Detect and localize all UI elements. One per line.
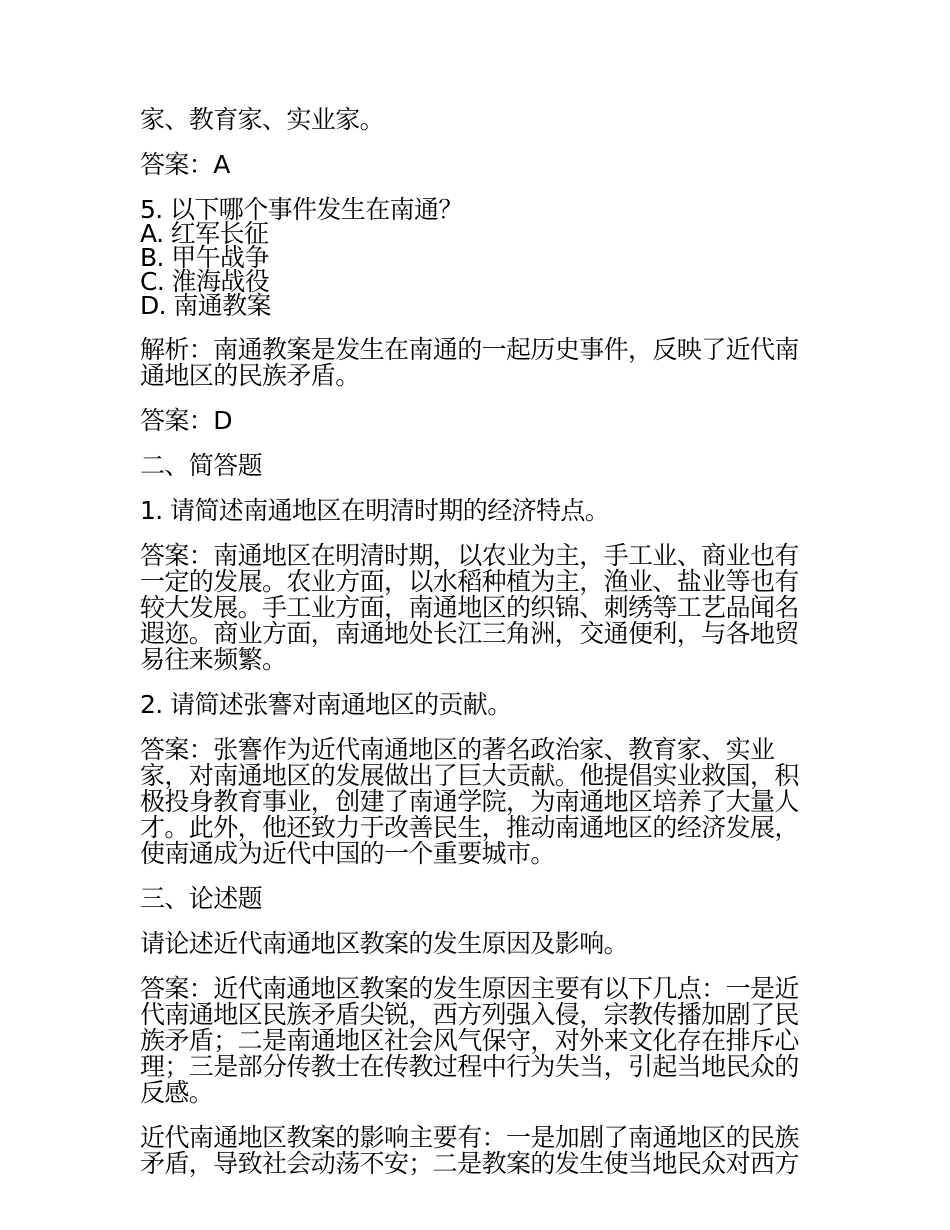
option-c: C. 淮海战役 (140, 267, 270, 296)
short-answer-answer-1: 答案：南通地区在明清时期，以农业为主，手工业、商业也有一定的发展。农业方面，以水稻种植为主，渔业、盐业等也有较大发展。手工业方面，南通地区的织锦、刺绣等工艺品闻名遐迩。商业方面，南通地处长江三角洲，交通便利，与各地贸易往来频繁。 (140, 541, 799, 674)
section-heading-short-answer: 二、简答题 (140, 451, 263, 480)
analysis-q5: 解析：南通教案是发生在南通的一起历史事件，反映了近代南通地区的民族矛盾。 (140, 335, 799, 390)
question-5-text: 5. 以下哪个事件发生在南通？ (140, 195, 463, 224)
option-b: B. 甲午战争 (140, 243, 269, 272)
short-answer-question-1: 1. 请简述南通地区在明清时期的经济特点。 (140, 496, 610, 525)
short-answer-question-2: 2. 请简述张謇对南通地区的贡献。 (140, 690, 512, 719)
essay-answer-paragraph-2: 近代南通地区教案的影响主要有：一是加剧了南通地区的民族矛盾，导致社会动荡不安；二是教案的发生使当地民众对西方 (140, 1123, 799, 1178)
short-answer-answer-2: 答案：张謇作为近代南通地区的著名政治家、教育家、实业家，对南通地区的发展做出了巨大贡献。他提倡实业救国，积极投身教育事业，创建了南通学院，为南通地区培养了大量人才。此外，他还致力于改善民生，推动南通地区的经济发展，使南通成为近代中国的一个重要城市。 (140, 735, 799, 868)
option-a: A. 红军长征 (140, 219, 269, 248)
section-heading-essay: 三、论述题 (140, 884, 263, 913)
answer-q4: 答案：A (140, 150, 230, 179)
document-page (140, 107, 820, 1196)
essay-question: 请论述近代南通地区教案的发生原因及影响。 (140, 929, 629, 958)
paragraph-continuation: 家、教育家、实业家。 (140, 105, 385, 134)
question-5 (140, 197, 820, 318)
option-d: D. 南通教案 (140, 291, 271, 320)
answer-q5: 答案：D (140, 406, 232, 435)
essay-answer-paragraph-1: 答案：近代南通地区教案的发生原因主要有以下几点：一是近代南通地区民族矛盾尖锐，西方列强入侵，宗教传播加剧了民族矛盾；二是南通地区社会风气保守，对外来文化存在排斥心理；三是部分传教士在传教过程中行为失当，引起当地民众的反感。 (140, 974, 799, 1107)
